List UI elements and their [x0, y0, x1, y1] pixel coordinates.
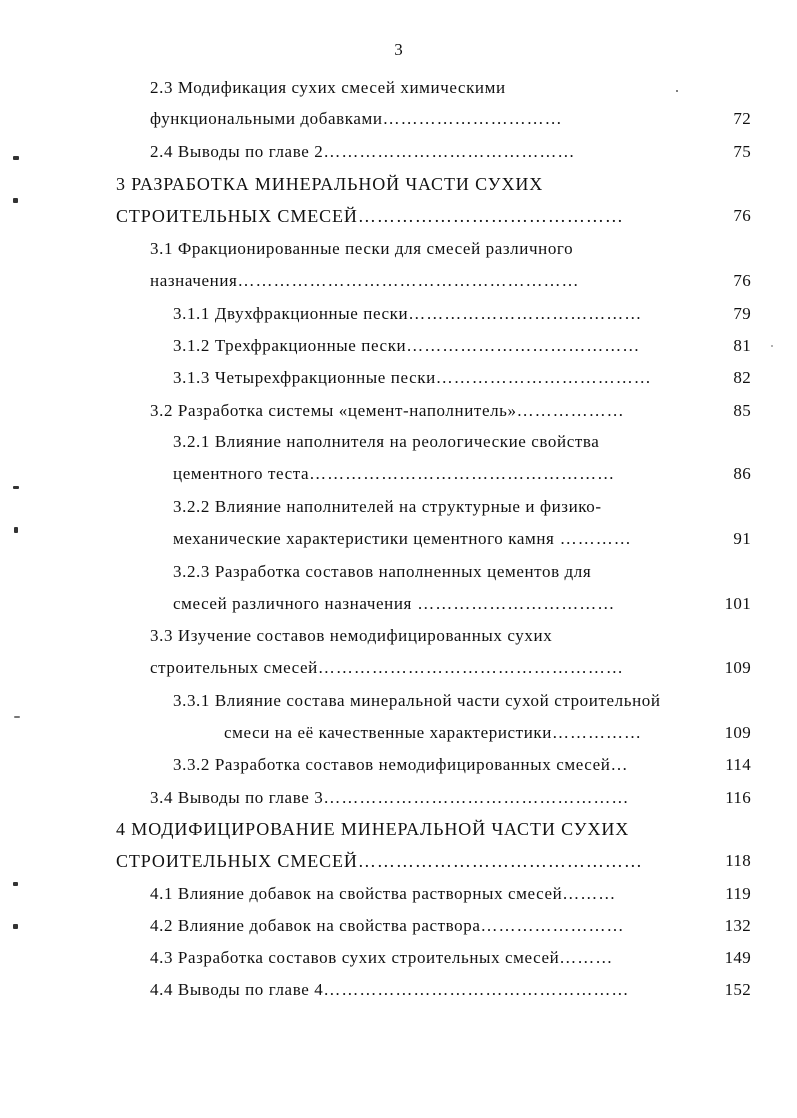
toc-entry-text: 2.3 Модификация сухих смесей химическими — [150, 78, 506, 97]
toc-entry-text: назначения — [150, 271, 238, 290]
toc-entry-text: 3.3.2 Разработка составов немодифицированных смесей — [173, 755, 611, 774]
toc-entry-3-2-1-line2 — [173, 459, 615, 489]
toc-entry-text: 3 РАЗРАБОТКА МИНЕРАЛЬНОЙ ЧАСТИ СУХИХ — [116, 174, 544, 194]
toc-leader-dots: ……………………………… — [435, 368, 652, 387]
toc-entry-3-1-3 — [173, 363, 652, 393]
toc-page-number: 91 — [733, 529, 751, 548]
toc-entry-3-3-line2 — [150, 653, 624, 683]
toc-entry-text: смесей различного назначения — [173, 594, 412, 613]
toc-entry-text: 2.4 Выводы по главе 2 — [150, 142, 324, 161]
toc-chapter-3-line1 — [116, 169, 543, 199]
toc-entry-4-3 — [150, 943, 613, 973]
toc-page-number: 76 — [733, 206, 751, 225]
toc-entry-text: 3.3.1 Влияние состава минеральной части сухой строительной — [173, 691, 661, 710]
toc-page-number: 109 — [724, 658, 751, 677]
toc-page-number: 109 — [724, 723, 751, 742]
toc-leader-dots: ……… — [559, 948, 614, 967]
toc-entry-text: цементного теста — [173, 464, 310, 483]
toc-entry-2-3-line2 — [150, 104, 563, 134]
toc-page-number: 118 — [725, 851, 751, 870]
toc-page-number: 79 — [733, 304, 751, 323]
toc-leader-dots: …………………………………………… — [323, 980, 630, 999]
toc-entry-text: 4.4 Выводы по главе 4 — [150, 980, 324, 999]
toc-entry-text: функциональными добавками — [150, 109, 383, 128]
toc-entry-3-2-2-line2 — [173, 524, 632, 554]
toc-entry-3-3-line1 — [150, 621, 552, 651]
toc-entry-text: 3.4 Выводы по главе 3 — [150, 788, 324, 807]
toc-leader-dots: ………………………… — [382, 109, 563, 128]
toc-leader-dots: …………………………………………… — [323, 788, 630, 807]
toc-entry-text: 4.2 Влияние добавок на свойства раствора — [150, 916, 481, 935]
toc-entry-text: 3.2.2 Влияние наполнителей на структурные и физико- — [173, 497, 602, 516]
toc-page-number: 132 — [724, 916, 751, 935]
toc-entry-text: СТРОИТЕЛЬНЫХ СМЕСЕЙ — [116, 851, 358, 871]
scan-artifact-mark — [14, 527, 18, 533]
toc-page-number: 72 — [733, 109, 751, 128]
toc-entry-text: механические характеристики цементного камня — [173, 529, 555, 548]
toc-page-number: 119 — [725, 884, 751, 903]
toc-leader-dots: ………… — [554, 529, 632, 548]
toc-entry-3-3-2 — [173, 750, 629, 780]
page-number: 3 — [394, 40, 403, 59]
toc-entry-text: 3.1 Фракционированные пески для смесей различного — [150, 239, 574, 258]
toc-entry-2-4 — [150, 137, 575, 167]
toc-entry-3-3-1-line1 — [173, 686, 661, 716]
scan-artifact-mark — [13, 882, 18, 886]
toc-entry-3-2-2-line1 — [173, 492, 602, 522]
toc-entry-3-3-1-line2 — [224, 718, 642, 748]
toc-chapter-3-line2 — [116, 201, 624, 231]
toc-entry-3-1-line1 — [150, 234, 573, 264]
toc-entry-text: строительных смесей — [150, 658, 318, 677]
toc-leader-dots: ……………… — [516, 401, 625, 420]
toc-page-number: 116 — [725, 788, 751, 807]
toc-entry-text: 3.2.1 Влияние наполнителя на реологические свойства — [173, 432, 600, 451]
toc-entry-text: 3.1.2 Трехфракционные пески — [173, 336, 407, 355]
toc-entry-4-4 — [150, 975, 629, 1005]
toc-entry-2-3-line1 — [150, 73, 506, 103]
toc-page-number: 82 — [733, 368, 751, 387]
toc-leader-dots: ……………………………………… — [357, 851, 643, 871]
toc-entry-text: 4 МОДИФИЦИРОВАНИЕ МИНЕРАЛЬНОЙ ЧАСТИ СУХИХ — [116, 819, 630, 839]
toc-page-number: 75 — [733, 142, 751, 161]
toc-chapter-4-line1 — [116, 814, 629, 844]
toc-leader-dots: …………… — [551, 723, 642, 742]
toc-entry-text: 3.1.3 Четырехфракционные пески — [173, 368, 436, 387]
toc-leader-dots: … — [610, 755, 629, 774]
toc-entry-4-2 — [150, 911, 625, 941]
toc-entry-3-2-1-line1 — [173, 427, 599, 457]
toc-entry-text: 3.1.1 Двухфракционные пески — [173, 304, 409, 323]
toc-leader-dots: …………………… — [480, 916, 625, 935]
toc-page-number: 152 — [724, 980, 751, 999]
toc-leader-dots: …………………………………… — [357, 206, 624, 226]
scan-artifact-mark — [13, 924, 18, 929]
toc-entry-text: смеси на её качественные характеристики — [224, 723, 552, 742]
toc-entry-text: 3.2 Разработка системы «цемент-наполнитель» — [150, 401, 517, 420]
toc-entry-3-1-1 — [173, 299, 642, 329]
toc-page-number: 85 — [733, 401, 751, 420]
toc-entry-text: 4.3 Разработка составов сухих строительных смесей — [150, 948, 560, 967]
toc-entry-4-1 — [150, 879, 616, 909]
toc-page-number: 81 — [733, 336, 751, 355]
toc-page-number: 149 — [724, 948, 751, 967]
toc-leader-dots: …………………………… — [411, 594, 616, 613]
scan-artifact-mark — [13, 198, 18, 203]
scan-artifact-mark — [13, 156, 19, 160]
toc-page-number: 86 — [733, 464, 751, 483]
toc-leader-dots: …………………………………………… — [309, 464, 616, 483]
toc-page-number: 101 — [724, 594, 751, 613]
toc-entry-3-4 — [150, 783, 629, 813]
toc-entry-text: СТРОИТЕЛЬНЫХ СМЕСЕЙ — [116, 206, 358, 226]
scan-artifact-speck — [771, 345, 773, 347]
toc-page-number: 76 — [733, 271, 751, 290]
scan-artifact-mark — [14, 716, 20, 718]
toc-entry-3-2-3-line1 — [173, 557, 591, 587]
toc-chapter-4-line2 — [116, 846, 643, 876]
toc-entry-text: 4.1 Влияние добавок на свойства растворных смесей — [150, 884, 563, 903]
scan-artifact-mark — [13, 486, 19, 489]
toc-leader-dots: ……… — [562, 884, 617, 903]
toc-leader-dots: ………………………………… — [406, 336, 641, 355]
toc-entry-text: 3.2.3 Разработка составов наполненных цементов для — [173, 562, 592, 581]
toc-leader-dots: …………………………………… — [323, 142, 576, 161]
toc-leader-dots: …………………………………………… — [317, 658, 624, 677]
toc-leader-dots: ………………………………………………… — [237, 271, 580, 290]
toc-entry-3-2-3-line2 — [173, 589, 615, 619]
toc-entry-text: 3.3 Изучение составов немодифицированных сухих — [150, 626, 553, 645]
toc-leader-dots: ………………………………… — [408, 304, 643, 323]
toc-entry-3-1-2 — [173, 331, 640, 361]
scan-artifact-speck — [676, 90, 678, 92]
toc-entry-3-2 — [150, 396, 625, 426]
toc-page-number: 114 — [725, 755, 751, 774]
toc-entry-3-1-line2 — [150, 266, 579, 296]
